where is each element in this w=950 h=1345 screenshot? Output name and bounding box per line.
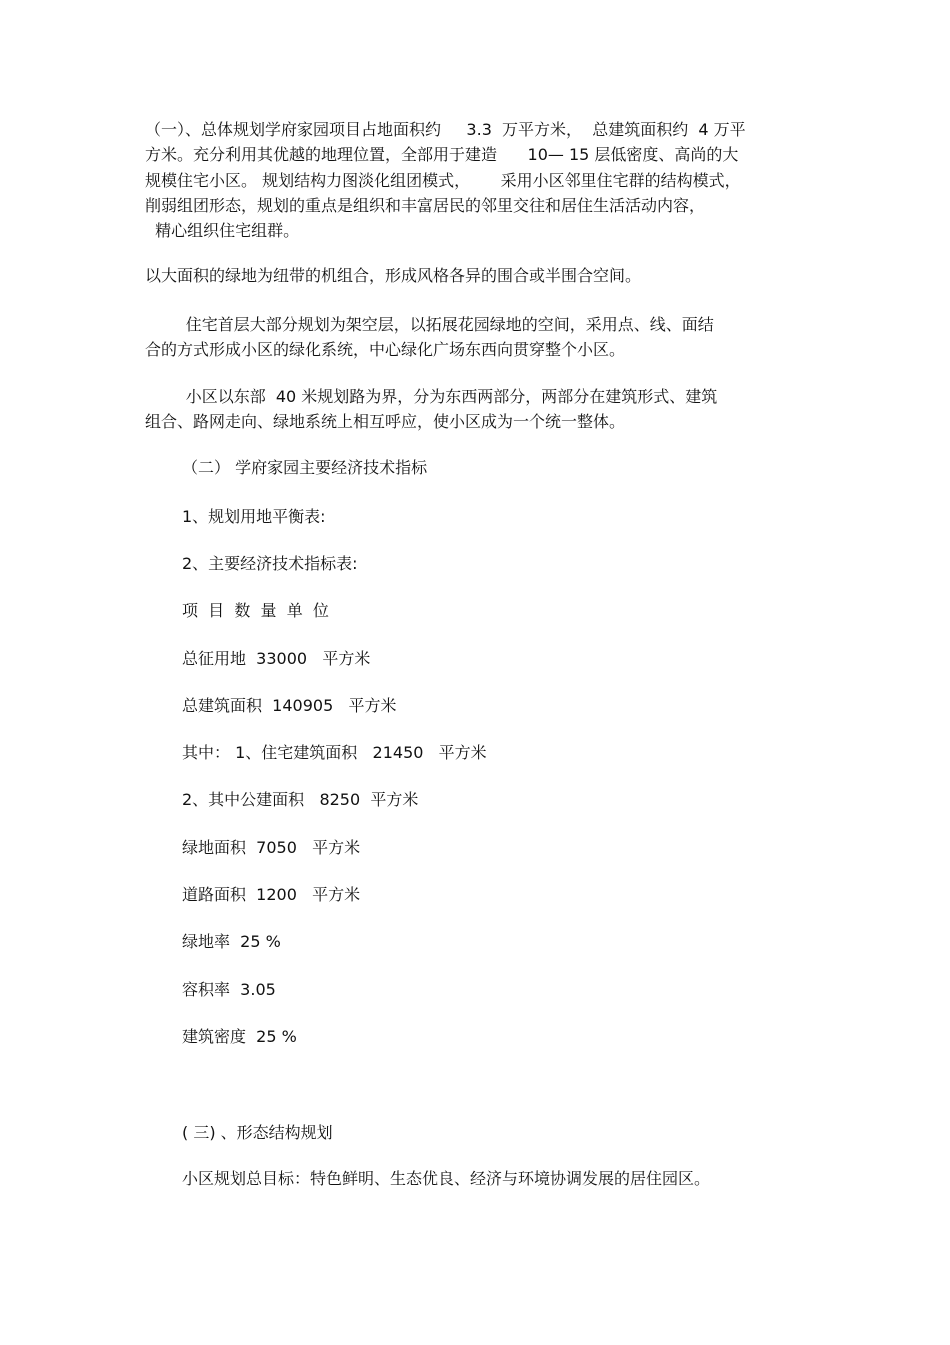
paragraph-road-line-1: 小区以东部 40 米规划路为界，分为东西两部分，两部分在建筑形式、建筑 [145,387,718,406]
paragraph-green: 以大面积的绿地为纽带的机组合，形成风格各异的围合或半围合空间。 [145,266,642,285]
section2-heading: （二） 学府家园主要经济技术指标 [182,458,428,477]
indicator-table-header: 项 目 数 量 单 位 [182,601,329,620]
section1-line-4: 削弱组团形态，规划的重点是组织和丰富居民的邻里交往和居住生活活动内容， [145,196,706,215]
section1-line-5: 精心组织住宅组群。 [145,221,300,240]
indicator-row: 总征用地 33000 平方米 [182,649,371,668]
section1-line-3: 规模住宅小区。 规划结构力图淡化组团模式， 采用小区邻里住宅群的结构模式， [145,171,741,190]
indicator-row: 绿地面积 7050 平方米 [182,838,361,857]
indicator-row: 总建筑面积 140905 平方米 [182,696,397,715]
section3-goal: 小区规划总目标：特色鲜明、生态优良、经济与环境协调发展的居住园区。 [182,1169,711,1188]
paragraph-road-line-2: 组合、路网走向、绿地系统上相互呼应，使小区成为一个统一整体。 [145,412,626,431]
section2-item-1: 1、规划用地平衡表: [182,507,326,526]
section2-item-2: 2、主要经济技术指标表: [182,554,358,573]
indicator-row: 2、其中公建面积 8250 平方米 [182,790,419,809]
paragraph-ground-floor-line-1: 住宅首层大部分规划为架空层，以拓展花园绿地的空间，采用点、线、面结 [145,315,714,334]
section3-heading: ( 三) 、形态结构规划 [182,1123,333,1142]
indicator-row: 道路面积 1200 平方米 [182,885,361,904]
section1-line-2: 方米。充分利用其优越的地理位置，全部用于建造 10— 15 层低密度、高尚的大 [145,145,739,164]
indicator-row: 绿地率 25 % [182,932,281,951]
paragraph-ground-floor-line-2: 合的方式形成小区的绿化系统，中心绿化广场东西向贯穿整个小区。 [145,340,626,359]
indicator-row: 容积率 3.05 [182,980,276,999]
section1-line-1: （一）、总体规划学府家园项目占地面积约 3.3 万平方米， 总建筑面积约 4 万平 [145,120,746,139]
indicator-row: 建筑密度 25 % [182,1027,297,1046]
indicator-row: 其中： 1、住宅建筑面积 21450 平方米 [182,743,487,762]
